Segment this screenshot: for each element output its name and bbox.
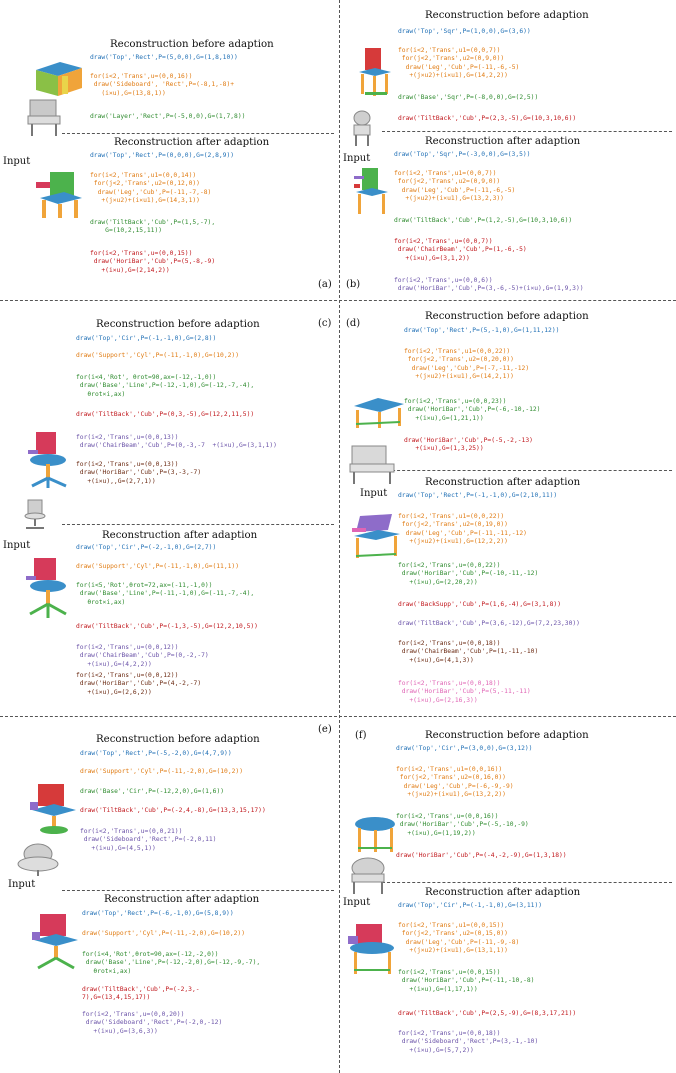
- code-block: for(i<2,'Trans',u=(0,0,15)) draw('HoriBar','Cub',P=(-11,-10,-8) +(i×u),G=(1,17,1)): [398, 969, 535, 993]
- panel-c-divider: [62, 524, 334, 525]
- code-block: draw('HoriBar','Cub',P=(-4,-2,-9),G=(1,3,18)): [396, 852, 567, 859]
- code-block: draw('TiltBack','Cub',P=(3,6,-12),G=(7,2,23,30)): [398, 620, 580, 627]
- code-block: for(i<2,'Trans',u=(0,0,13)) draw('HoriBar','Cub',P=(3,-3,-7) +(i×u),,G=(2,7,1)): [76, 461, 202, 485]
- panel-d-before-heading: Reconstruction before adaption: [425, 311, 589, 322]
- panel-f-input-label: Input: [343, 897, 371, 908]
- panel-a-before-shape: [32, 58, 84, 98]
- panel-c-input-label: Input: [3, 540, 31, 551]
- panel-c-input-shape: [22, 498, 48, 530]
- code-block: for(i<2,'Trans',u=(0,0,23)) draw('HoriBar','Cub',P=(-6,-10,-12) +(i×u),G=(1,21,1)): [404, 398, 541, 422]
- panel-b-divider: [382, 131, 672, 132]
- panel-b-before-heading: Reconstruction before adaption: [425, 10, 589, 21]
- code-block: draw('TiltBack','Cub',P=(-1,3,-5),G=(12,2,10,5)): [76, 623, 258, 630]
- code-block: draw('Top','Rect',P=(0,0,0),G=(2,8,9)): [90, 152, 235, 159]
- panel-a-input-shape: [24, 96, 64, 138]
- row-divider-2: [0, 716, 676, 717]
- panel-d-input-label: Input: [360, 488, 388, 499]
- panel-a-divider: [62, 133, 334, 134]
- panel-e-after-heading: Reconstruction after adaption: [104, 894, 260, 905]
- code-block: for(i<2,'Trans',u1=(0,0,15)) for(j<2,'Trans',u2=(0,15,0)) draw('Leg','Cub',P=(-11,-9,-8) +(j×u2)+(i×u1),G=(13,1,1)): [398, 922, 520, 955]
- code-block: for(i<2,'Trans',u1=(0,0,22)) for(j<2,'Trans',u2=(0,20,0)) draw('Leg','Cub',P=(-7,-11,-12) +(j×u2)+(i×u1),G=(14,2,1)): [404, 348, 530, 381]
- code-block: draw('Top','Sqr',P=(1,0,0),G=(3,6)): [398, 28, 531, 35]
- panel-a-tag: (a): [318, 279, 332, 290]
- code-block: for(i<2,'Trans',u=(0,0,18)) draw('HoriBar','Cub',P=(5,-11,-11) +(i×u),G=(2,16,3)): [398, 680, 531, 704]
- code-block: for(i<2,'Trans',u=(0,0,18)) draw('ChairBeam','Cub',P=(1,-11,-10) +(i×u),G=(4,1,3)): [398, 640, 539, 664]
- code-block: for(i<2,'Trans',u=(0,0,6)) draw('HoriBar','Cub',P=(3,-6,-5)+(i×u),G=(1,9,3)): [394, 277, 584, 293]
- panel-d-before-shape: [350, 396, 406, 430]
- code-block: draw('Support','Cyl',P=(-11,-1,0),G=(10,2)): [76, 352, 240, 359]
- code-block: for(i<4,'Rot',θrot=90,ax=(-12,-2,0)) draw('Base','Line',P=(-12,-2,0),G=(-12,-9,-7), θrot×i,ax): [82, 951, 261, 975]
- panel-b-tag: (b): [346, 279, 361, 290]
- code-block: for(i<2,'Trans',u1=(0,0,7)) for(j<2,'Trans',u2=(0,9,0)) draw('Leg','Cub',P=(-11,-6,-5) +(j×u2)+(i×u1),G=(14,2,2)): [398, 47, 520, 80]
- panel-e-tag: (e): [318, 724, 332, 735]
- panel-f-divider: [382, 882, 672, 883]
- code-block: draw('Support','Cyl',P=(-11,-2,0),G=(10,2)): [82, 930, 246, 937]
- vertical-divider: [339, 0, 340, 1073]
- code-block: for(i<2,'Trans',u=(0,0,13)) draw('ChairBeam','Cub',P=(0,-3,-7 +(i×u),G=(3,1,1)): [76, 434, 277, 450]
- code-block: draw('Top','Rect',P=(5,0,0),G=(1,8,10)): [90, 54, 238, 61]
- panel-a-after-heading: Reconstruction after adaption: [114, 137, 270, 148]
- code-block: draw('TiltBack','Cub',P=(-2,4,-8),G=(13,3,15,17)): [80, 807, 266, 814]
- row-divider-1: [0, 300, 676, 301]
- code-block: draw('Support','Cyl',P=(-11,-1,0),G=(11,1)): [76, 563, 240, 570]
- code-block: for(i<2,'Trans',u=(0,0,15)) draw('HoriBar','Cub',P=(5,-8,-9) +(i×u),G=(2,14,2)): [90, 250, 216, 274]
- panel-f-before-heading: Reconstruction before adaption: [425, 730, 589, 741]
- code-block: for(i<2,'Trans',u=(0,0,18)) draw('Sideboard','Rect',P=(3,-1,-10) +(i×u),G=(5,7,2)): [398, 1030, 539, 1054]
- code-block: draw('BackSupp','Cub',P=(1,6,-4),G=(3,1,8)): [398, 601, 562, 608]
- code-block: draw('TiltBack','Cub',P=(1,2,-5),G=(10,3,10,6)): [394, 217, 573, 224]
- code-block: draw('TiltBack','Cub',P=(2,5,-9),G=(8,3,17,21)): [398, 1010, 577, 1017]
- code-block: for(i<2,'Trans',u=(0,0,22)) draw('HoriBar','Cub',P=(-10,-11,-12) +(i×u),G=(2,20,2)): [398, 562, 539, 586]
- code-block: draw('Top','Rect',P=(5,-1,0),G=(1,11,12)): [404, 327, 560, 334]
- code-block: for(i<2,'Trans',u=(0,0,7)) draw('ChairBeam','Cub',P=(1,-6,-5) +(i×u),G=(3,1,2)): [394, 238, 527, 262]
- panel-f-tag: (f): [355, 730, 367, 741]
- code-block: for(i<2,'Trans',u=(0,0,20)) draw('Sideboard','Rect',P=(-2,0,-12) +(i×u),G=(3,6,3)): [82, 1011, 223, 1035]
- code-block: draw('TiltBack','Cub',P=(-2,3,- 7),G=(13,4,15,17)): [82, 986, 200, 1002]
- panel-c-after-heading: Reconstruction after adaption: [102, 530, 258, 541]
- code-block: for(i<2,'Trans',u=(0,0,16)) draw('Sideboard', 'Rect',P=(-8,1,-8)+ (i×u),G=(13,8,1)): [90, 73, 235, 97]
- code-block: for(i<2,'Trans',u=(0,0,12)) draw('ChairBeam','Cub',P=(0,-2,-7) +(i×u),G=(4,2,2)): [76, 644, 209, 668]
- code-block: draw('Top','Rect',P=(-6,-1,0),G=(5,8,9)): [82, 910, 234, 917]
- code-block: draw('TiltBack','Cub',P=(0,3,-5),G=(12,2,11,5)): [76, 411, 255, 418]
- panel-e-input-label: Input: [8, 879, 36, 890]
- code-block: for(i<5,'Rot',θrot=72,ax=(-11,-1,0)) draw('Base','Line',P=(-11,-1,0),G=(-11,-7,-4), θrot×i,ax): [76, 582, 255, 606]
- code-block: draw('Top','Rect',P=(-1,-1,0),G=(2,10,11)): [398, 492, 558, 499]
- code-block: draw('Base','Sqr',P=(-8,0,0),G=(2,5)): [398, 94, 539, 101]
- code-block: for(i<2,'Trans',u=(0,0,16)) draw('HoriBar','Cub',P=(-5,-10,-9) +(i×u),G=(1,19,2)): [396, 813, 529, 837]
- code-block: draw('HoriBar','Cub',P=(-5,-2,-13) +(i×u),G=(1,3,25)): [404, 437, 533, 453]
- panel-b-after-heading: Reconstruction after adaption: [425, 136, 581, 147]
- panel-b-input-label: Input: [343, 153, 371, 164]
- code-block: draw('Top','Rect',P=(-5,-2,0),G=(4,7,9)): [80, 750, 232, 757]
- code-block: draw('Top','Cir',P=(3,0,0),G=(3,12)): [396, 745, 533, 752]
- panel-f-after-shape: [346, 922, 398, 978]
- code-block: for(i<2,'Trans',u1=(0,0,22)) for(j<2,'Trans',u2=(0,19,0)) draw('Leg','Cub',P=(-11,-11,-12) +(j×u2)+(i×u1),G=(12,2,2)): [398, 513, 527, 546]
- panel-d-after-shape: [350, 512, 402, 560]
- panel-c-before-heading: Reconstruction before adaption: [96, 319, 260, 330]
- panel-f-input-shape: [346, 856, 390, 896]
- code-block: draw('TiltBack','Cub',P=(2,3,-5),G=(10,3,10,6)): [398, 115, 577, 122]
- code-block: draw('Top','Sqr',P=(-3,0,0),G=(3,5)): [394, 151, 531, 158]
- panel-d-input-shape: [348, 442, 396, 486]
- code-block: draw('Top','Cir',P=(-1,-1,0),G=(3,11)): [398, 902, 543, 909]
- panel-e-before-shape: [28, 782, 80, 838]
- panel-d-after-heading: Reconstruction after adaption: [425, 477, 581, 488]
- code-block: for(i<2,'Trans',u1=(0,0,14)) for(j<2,'Trans',u2=(0,12,0)) draw('Leg','Cub',P=(-11,-7,-8) +(j×u2)+(i×u1),G=(14,3,1)): [90, 172, 212, 205]
- code-block: draw('Top','Cir',P=(-1,-1,0),G=(2,8)): [76, 335, 217, 342]
- panel-e-divider: [62, 890, 334, 891]
- code-block: draw('TiltBack','Cub',P=(1,5,-7), G=(10,2,15,11)): [90, 219, 216, 235]
- panel-d-divider: [382, 470, 672, 471]
- panel-c-after-shape: [24, 556, 74, 620]
- panel-e-after-shape: [30, 912, 82, 972]
- panel-c-before-shape: [26, 430, 74, 490]
- panel-f-before-shape: [352, 814, 398, 856]
- panel-a-input-label: Input: [3, 156, 31, 167]
- panel-c-tag: (c): [318, 318, 332, 329]
- panel-b-before-shape: [355, 46, 395, 100]
- panel-e-input-shape: [16, 842, 60, 878]
- code-block: for(i<4,'Rot', θrot=90,ax=(-12,-1,0)) draw('Base','Line',P=(-12,-1,0),G=(-12,-7,-4), θrot×i,ax): [76, 374, 255, 398]
- code-block: for(i<2,'Trans',u1=(0,0,7)) for(j<2,'Trans',u2=(0,9,0)) draw('Leg','Cub',P=(-11,-6,-5) +(j×u2)+(i×u1),G=(13,2,3)): [394, 170, 516, 203]
- code-block: for(i<2,'Trans',u=(0,0,21)) draw('Sideboard','Rect',P=(-2,0,11) +(i×u),G=(4,5,1)): [80, 828, 217, 852]
- code-block: draw('Top','Cir',P=(-2,-1,0),G=(2,7)): [76, 544, 217, 551]
- code-block: draw('Base','Cir',P=(-12,2,0),G=(1,6)): [80, 788, 225, 795]
- panel-b-after-shape: [352, 166, 392, 220]
- code-block: draw('Support','Cyl',P=(-11,-2,0),G=(10,2)): [80, 768, 244, 775]
- panel-f-after-heading: Reconstruction after adaption: [425, 887, 581, 898]
- panel-b-input-shape: [346, 110, 376, 148]
- panel-e-before-heading: Reconstruction before adaption: [96, 734, 260, 745]
- panel-a-before-heading: Reconstruction before adaption: [110, 39, 274, 50]
- panel-d-tag: (d): [346, 318, 361, 329]
- code-block: draw('Layer','Rect',P=(-5,0,0),G=(1,7,8)): [90, 113, 246, 120]
- panel-a-after-shape: [34, 170, 86, 220]
- code-block: for(i<2,'Trans',u=(0,0,12)) draw('HoriBar','Cub',P=(4,-2,-7) +(i×u),G=(2,6,2)): [76, 672, 202, 696]
- code-block: for(i<2,'Trans',u1=(0,0,16)) for(j<2,'Trans',u2=(0,16,0)) draw('Leg','Cub',P=(-6,-9,-9) +(j×u2)+(i×u1),G=(13,2,2)): [396, 766, 514, 799]
